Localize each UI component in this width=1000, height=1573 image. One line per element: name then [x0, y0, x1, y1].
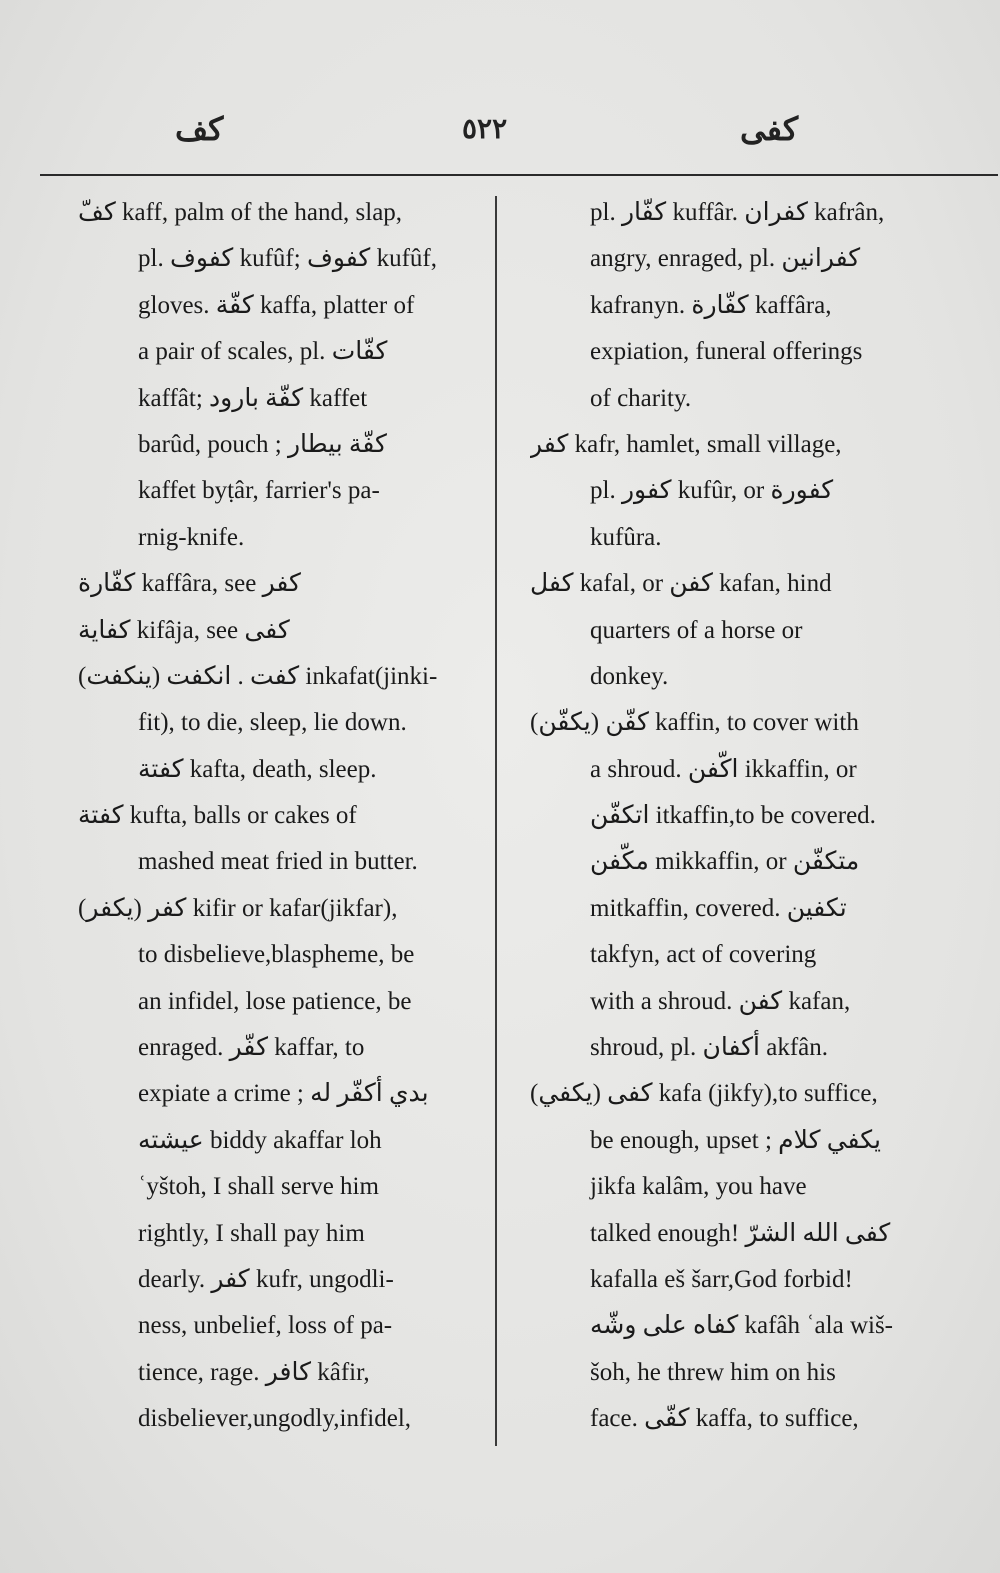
entry-line: gloves. كفّة kaffa, platter of — [138, 291, 415, 319]
entry-line: talked enough! كفى الله الشرّ — [590, 1219, 891, 1247]
header-rule — [40, 174, 998, 176]
entry-line: dearly. كفر kufr, ungodli- — [138, 1265, 394, 1293]
page-number: ٥٢٢ — [462, 112, 508, 145]
entry-line: an infidel, lose patience, be — [138, 987, 412, 1015]
entry-line: pl. كفور kufûr, or كفورة — [590, 477, 834, 505]
entry-line: كفل kafal, or كفن kafan, hind — [530, 570, 832, 598]
entry-line: mitkaffin, covered. تكفين — [590, 894, 847, 922]
entry-line: مكّفن mikkaffin, or متكفّن — [590, 848, 860, 876]
entry-line: كفتة kafta, death, sleep. — [138, 755, 377, 783]
entry-line: كفاه على وشّه kafâh ʿala wiš- — [590, 1312, 894, 1340]
entry-line: kufûra. — [590, 523, 662, 551]
column-divider — [495, 196, 497, 1446]
header-right-word: كفى — [740, 110, 799, 148]
entry-line: with a shroud. كفن kafan, — [590, 987, 851, 1015]
entry-line: takfyn, act of covering — [590, 941, 817, 969]
entry-line: كفاية kifâja, see كفى — [78, 616, 290, 644]
entry-line: عيشته biddy akaffar loh — [138, 1126, 382, 1154]
entry-line: كفر (يكفر) kifir or kafar(jikfar), — [78, 894, 398, 922]
entry-line: face. كفّى kaffa, to suffice, — [590, 1405, 859, 1433]
entry-line: كفر kafr, hamlet, small village, — [530, 430, 842, 458]
entry-line: pl. كفّار kuffâr. كفران kafrân, — [590, 199, 885, 226]
header-left-word: كف — [175, 110, 224, 148]
entry-line: šoh, he threw him on his — [590, 1358, 836, 1386]
entry-line: كفّ kaff, palm of the hand, slap, — [78, 199, 403, 226]
entry-line: jikfa kalâm, you have — [590, 1173, 807, 1201]
right-column — [530, 190, 940, 1443]
entry-line: enraged. كفّر kaffar, to — [138, 1034, 365, 1062]
left-column — [78, 190, 488, 1443]
entry-line: rnig-knife. — [138, 523, 245, 551]
entry-line: kafranyn. كفّارة kaffâra, — [590, 291, 832, 319]
entry-line: shroud, pl. أكفان akfân. — [590, 1034, 829, 1062]
entry-line: of charity. — [590, 384, 692, 412]
entry-line: كفتة kufta, balls or cakes of — [78, 802, 357, 830]
entry-line: pl. كفوف kufûf; كفوف kufûf, — [138, 245, 437, 273]
entry-line: be enough, upset ; يكفي كلام — [590, 1126, 881, 1154]
entry-line: barûd, pouch ; كفّة بيطار — [138, 430, 387, 458]
entry-line: كفّارة kaffâra, see كفر — [78, 570, 301, 598]
entry-line: كفت . انكفت (ينكفت) inkafat(jinki- — [78, 662, 438, 690]
entry-line: ʿyštoh, I shall serve him — [138, 1173, 379, 1201]
entry-line: كفى (يكفي) kafa (jikfy),to suffice, — [530, 1080, 878, 1108]
entry-line: disbeliever,ungodly,infidel, — [138, 1405, 412, 1433]
entry-line: mashed meat fried in butter. — [138, 848, 418, 876]
entry-line: a shroud. اكّفن ikkaffin, or — [590, 755, 857, 783]
entry-line: expiation, funeral offerings — [590, 338, 863, 366]
entry-line: rightly, I shall pay him — [138, 1219, 365, 1247]
entry-line: a pair of scales, pl. كفّات — [138, 338, 388, 366]
entry-line: kaffet byṭâr, farrier's pa- — [138, 477, 380, 505]
entry-line: expiate a crime ; بدي أكفّر له — [138, 1080, 429, 1108]
entry-line: fit), to die, sleep, lie down. — [138, 709, 407, 737]
entry-line: angry, enraged, pl. كفرانين — [590, 245, 861, 273]
entry-line: quarters of a horse or — [590, 616, 803, 644]
entry-line: kaffât; كفّة بارود kaffet — [138, 384, 368, 412]
entry-line: kafalla eš šarr,God forbid! — [590, 1265, 853, 1293]
entry-line: اتكفّن itkaffin,to be covered. — [590, 802, 876, 830]
entry-line: tience, rage. كافر kâfir, — [138, 1358, 370, 1386]
entry-line: ness, unbelief, loss of pa- — [138, 1312, 393, 1340]
entry-line: donkey. — [590, 662, 669, 690]
entry-line: to disbelieve,blaspheme, be — [138, 941, 415, 969]
entry-line: كفّن (يكفّن) kaffin, to cover with — [530, 709, 859, 737]
